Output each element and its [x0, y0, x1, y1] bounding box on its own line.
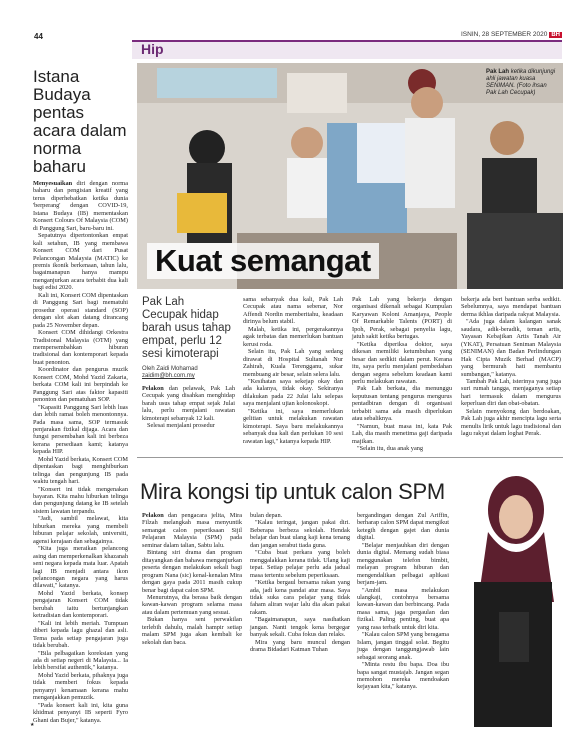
- left-paragraph: "Jadi, sambil melawat, kita hiburkan mereka yang membeli hiburan pelajar sekolah, universiti, agensi kerajaan dan sebagainya.: [33, 515, 128, 545]
- left-paragraph: "Kali ini lebih meriah. Tumpuan diberi kepada lagu ghazal dan asli. Tema pada setiap pengajaran juga tidak berubah.: [33, 619, 128, 650]
- bh-logo: BH: [551, 32, 560, 38]
- second-paragraph: Pelakon dan pengacara jelita, Mira Filzah melangkah masa menyuntik semangat calon peperiksaan Sijil Pelajaran Malaysia (SPM) pada seminar dalam talian, Sabtu lalu.: [142, 512, 242, 549]
- left-article-body: [33, 180, 128, 724]
- main-paragraph: "Ketika ini, saya memerlukan gelitian untuk melakukan rawatan kimoterapi. Saya baru melakukannya sebanyak dua kali dan perlukan 10 sesi rawatan lagi," katanya kepada HIP.: [243, 407, 343, 445]
- main-article-column-3: [352, 296, 452, 453]
- article-divider: [137, 457, 563, 458]
- left-article: [33, 68, 128, 724]
- issue-date: [461, 31, 562, 38]
- second-headline: Mira kongsi tip untuk calon SPM: [140, 479, 445, 504]
- second-paragraph: "Ambil masa melakukan ulangkaji, contohnya bersama kawan-kawan dan berbincang. Pada masa sama, jaga pergaulan dan fizikal. Paling penting, buat apa yang rasa terbaik untuk diri kita.: [357, 586, 449, 631]
- end-star: ★: [30, 723, 35, 728]
- second-paragraph: "Cuba buat perkara yang boleh menggalakkan kerana tidak. Ulang kaji tepat. Setiap pelajar perlu ada jadual masa tertentu sebelum peperiksaan.: [250, 549, 350, 579]
- main-paragraph: Selain menyokong dan berdoakan, Pak Lah juga akhir mencipta lagu serta menulis lirik untuk lagu tradisional dan lagu rakyat dalam loghat Perak.: [461, 407, 561, 438]
- left-paragraph: Mohd Yazid berkata, konsep pengajaran Konsert COM tidak berubah iaitu bertunjangkan ketradisian dan kontemporari.: [33, 589, 128, 620]
- second-paragraph: "Kalau teringat, jangan pakai diri. Beberapa berbeza sekolah. Hendak belajar dan buat ulang kaji kena tenang dan jangan serabut tiada guna.: [250, 519, 350, 549]
- left-article-lead: [33, 180, 128, 232]
- left-paragraph: "Kapasiti Panggung Sari lebih luas dan lebih ramai boleh menontonnya. Pada masa sama, SOP termasuk penjarakan fizikal dijaga. Acara dan fungsi persembahan kali ini berbeza kerana persediaan kami; katanya kepada HIP.: [33, 403, 128, 456]
- second-paragraph: Mira yang baru muncul dengan drama Bidadari Katman Tuhan: [250, 638, 350, 654]
- second-paragraph: "Minta restu ibu bapa. Doa ibu bapa sangat mustajab. Jangan segan memohon mereka mendoakan kejayaan kita," katanya.: [357, 661, 449, 691]
- mira-photo-illustration: [454, 462, 562, 727]
- main-article-column-2: [243, 296, 343, 445]
- second-paragraph: Menurutnya, dia berasa baik dengan kawan-kawan program selama masa atau dalam pertemuan yang sesuai.: [142, 593, 242, 616]
- second-paragraph: "Bagaimanapun, saya nasihatkan jangan. Nanti tengok kena bergegar banyak sekali. Cuba fokus dan relaks.: [250, 616, 350, 639]
- left-paragraph: Kali ini, Konsert COM dipentaskan di Panggung Sari bagi mematuhi prosedur operasi standard (SOP) dengan slot akan datang dirancang pada 25 November depan.: [33, 291, 128, 329]
- main-paragraph: Pak Lah yang bekerja dengan organisasi dikenali sebagai Kumpulan Karyawan Koloni Amanjaya, People Of Remarkable Talents (PORT) di Ipoh, Perak, sebagai penyelia lagu, jatuh sakit ketika bertugas.: [352, 296, 452, 341]
- second-paragraph: "Kalau calon SPM yang beragama Islam, jangan tinggal solat. Begitu juga dengan tanggungjawab lain sebagai seorang anak.: [357, 631, 449, 661]
- byline: [142, 366, 198, 380]
- main-headline: Kuat semangat: [147, 243, 379, 279]
- main-paragraph: Tambah Pak Lah, isterinya yang juga suri rumah tangga, menjaganya setiap hari termasuk dalam mengurus keperluan diri dan obat-obatan.: [461, 377, 561, 408]
- main-article-column-4: [461, 296, 561, 438]
- second-paragraph: bergandingan dengan Zul Ariffin, berharap calon SPM dapat mengikut ketegih dengan gajet dan dunia digital.: [357, 512, 449, 542]
- section-label: Hip: [141, 41, 164, 57]
- left-paragraph: "Bila pelbagaikan koreksian yang ada di setiap negeri di Malaysia... Ia lebih bersifat authentik," katanya.: [33, 649, 128, 672]
- left-paragraph: Mohd Yazid berkata, Konsert COM dipentaskan bagi menghiburkan telinga dan pengunjung IB pada waktu tengah hari.: [33, 455, 128, 486]
- second-article-column-2: [250, 512, 350, 654]
- byline-email[interactable]: zaidim@bh.com.my: [142, 373, 195, 379]
- photo-caption: [486, 69, 558, 97]
- main-paragraph: "Namun, buat masa ini, kata Pak Lah, dia masih menetima gaji daripada majikan.: [352, 422, 452, 445]
- section-bar: [132, 40, 562, 59]
- main-paragraph: Pelakon dan pelawak, Pak Lah Cecupak yang disahkan menghidap barah usus tahap empat sejak Julai lalu, perlu menjalani rawatan kimoterapi sebanyak 12 kali.: [142, 385, 235, 422]
- main-paragraph: "Kesihatan saya sekejap okay dan ada kalanya, tidak okay. Sekiranya dilakukan pada 22 Julai lalu selepas saya menjalani ujian kolonoskopi.: [243, 377, 343, 408]
- second-article-column-3: [357, 512, 449, 691]
- main-paragraph: Pak Lah berkata, dia menunggu keputusan tentang pengurus mengurus pentadbiran dengan di organisasi terbabit sama ada masih diperlukan atau sebaliknya.: [352, 385, 452, 423]
- second-paragraph: Bintang siri drama dan program ditayangkan dan bahawa menganjurkan peserta dengan melakukan sekali bagi program Nana (sic) kenal-kenalan Mira dengan gaya pada 2011 masih cukup benar bagi dapat calon SPM.: [142, 549, 242, 594]
- lead-bold: Menyesuaikan: [33, 180, 73, 187]
- page-number: 44: [34, 32, 43, 41]
- main-paragraph: sama sebanyak dua kali, Pak Lah Cecupak atau nama sebenar, Nor Affendi Nordin memberitahu, keadaan dirinya belum stabil.: [243, 296, 343, 326]
- left-paragraph: "Pada konsert kali ini, kita guna khidmat penyanyi IB seperti Fyro Ghani dan Bujer," katanya.: [33, 701, 128, 724]
- left-paragraph: Sepatutnya dipertontonkan empat kali setahun, IB yang membawa Konsert COM dari Pusat Pelancongan Malaysia (MATIC) ke premis ikonik berkenaan, tahun lalu, bagaimanapun hanya mampu menganjurkan acara terbabit dua kali bagi edisi 2020.: [33, 232, 128, 292]
- mira-photo: [454, 462, 562, 727]
- second-paragraph: Bukan hanya seni perwakilan terlebih dahulu, malah hampir setiap malam SPM juga akan kembali ke sekolah dan baca.: [142, 616, 242, 646]
- second-paragraph: bulan depan.: [250, 512, 283, 519]
- left-paragraph: Mohd Yazid berkata, pihaknya juga tidak memberi fokus kepada penyanyi kenamaan kerana mahu menganjakkan pemuzik.: [33, 671, 128, 702]
- main-subhead: Pak Lah Cecupak hidap barah usus tahap empat, perlu 12 sesi kimoterapi: [142, 296, 231, 360]
- main-paragraph: Selain itu, Pak Lah yang sedang dirawat di Hospital Sultanah Nur Zahirah, Kuala Terengganu, sukar membuang air besar, selain selera lalu.: [243, 348, 343, 378]
- left-paragraph: Konsert COM dihidangi Orkestra Tradisional Malaysia (OTM) yang mempersembahkan hiburan tradisional dan kontemporari kepada buat penonton.: [33, 329, 128, 366]
- left-paragraph: "Kita juga meraikan pelancong asing dan memperkenalkan khazanah seni negara kepada mata luar. Apatah lagi IB menjadi antara ikon pelancongan negara yang harus dilawati," katanya.: [33, 545, 128, 590]
- left-paragraph: "Konsert ini tidak mengenakan bayaran. Kita mahu hiburkan telinga dan pengunjung datang ke IB setelah sistem lawatan terpandu.: [33, 485, 128, 515]
- byline-name: Oleh Zaidi Mohamad: [142, 366, 198, 372]
- main-paragraph: Malah, ketika ini, pergerakannya agak terbatas dan memerlukan bantuan kerusi roda.: [243, 325, 343, 348]
- main-paragraph: "Ketika diperiksa doktor, saya dikesan memiliki ketumbuhan yang besar dan sedikit dalam perut. Kerana itu, saya perlu menjalani pembedahan dengan segera sebelum keadaan kami perlu melakukan rawatan.: [352, 340, 452, 385]
- main-paragraph: Selesai menjalani prosedur: [147, 422, 215, 430]
- second-article-column-1: [142, 512, 242, 646]
- left-article-title: Istana Budaya pentas acara dalam norma baharu: [33, 67, 127, 176]
- main-paragraph: bekerja ada beri bantuan serba sedikit. Sebelumnya, saya mendapat bantuan derma ikhlas daripada rakyat Malaysia.: [461, 296, 561, 318]
- left-paragraph: Koordinator dan pengurus muzik Konsert COM, Mohd Yazid Zakaria, berkata COM kali ini berpindah ke Panggung Sari atas faktor kapasiti penonton dan pematuhan SOP.: [33, 366, 128, 404]
- main-paragraph: "Selain itu, dua anak yang: [357, 445, 424, 453]
- second-paragraph: "Ketika bergaul bersama rakan yang ada, jadi kena pandai atur masa. Saya tidak suka cara pelajar yang tidak faham aliran wajar lalu dia akan pakai rakam.: [250, 579, 350, 616]
- main-article-column-1: [142, 385, 235, 430]
- main-paragraph: "Ada juga dalam kalangan sanak saudara, adik-beradik, teman artis, Yayasan Kebajikan Artis Tanah Air (YKAT), Persatuan Seniman Malaysia (SENIMAN) dan Badan Perlindungan Hak Cipta Muzik Berhad (MACP) yang bermurah hati membantu sumbangan," katanya.: [461, 318, 561, 378]
- top-margin: [0, 0, 580, 22]
- second-paragraph: "Belajar menjauhkan diri dengan dunia digital. Memang sudah biasa menggunakan telefon bimbit, melayan program hiburan dan mengendalikan pelbagai aplikasi berjam-jam.: [357, 541, 449, 587]
- date-text: ISNIN, 28 SEPTEMBER 2020: [460, 31, 548, 38]
- left-paragraph: diri dengan norma baharu dan pengisian kreatif yang terus diperhebatkan ketika dunia 'berperang' dengan COVID-19, Istana Budaya (IB) mementaskan Konsert Colours Of Malaysia (COM) di Panggung Sari, baru-baru ini.: [33, 180, 128, 232]
- caption-name: Pak Lah: [486, 69, 510, 75]
- caption-text: ketika dikunjungi ahli jawatan kuasa SENIMAN. (Foto ihsan Pak Lah Cecupak): [486, 69, 556, 96]
